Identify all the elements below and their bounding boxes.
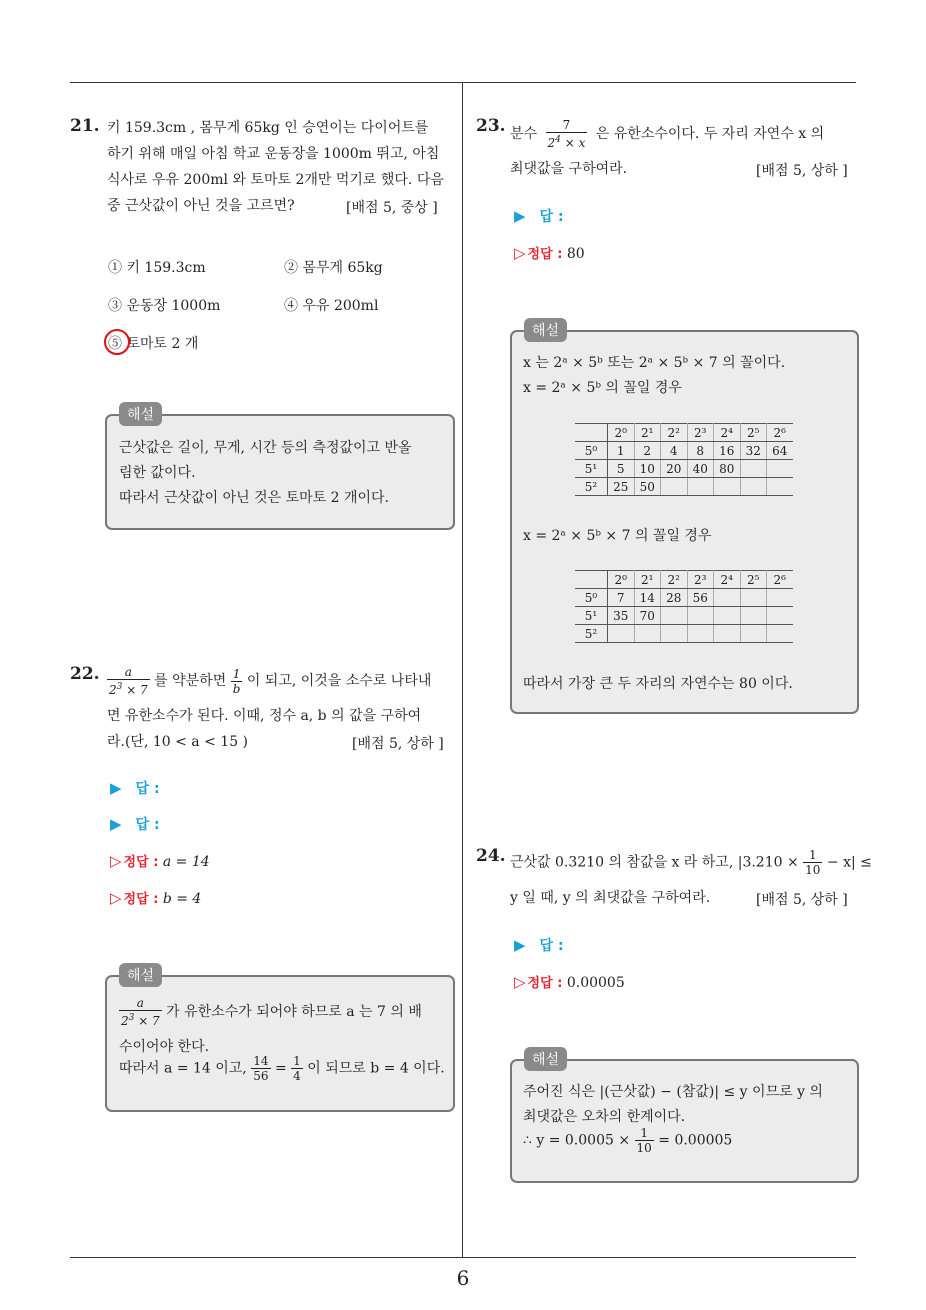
table-column-header: 2¹ bbox=[634, 424, 661, 442]
explanation-tag: 해설 bbox=[119, 402, 162, 426]
table-cell: 25 bbox=[608, 478, 635, 496]
triangle-outline-icon: ▷ bbox=[514, 244, 526, 262]
score-label: [배점 5, 상하 ] bbox=[352, 736, 444, 752]
explanation-text: x = 2ᵃ × 5ᵇ 의 꼴일 경우 bbox=[523, 380, 682, 396]
table-row-header: 5⁰ bbox=[575, 589, 608, 607]
triangle-outline-icon: ▷ bbox=[110, 852, 122, 870]
table-cell bbox=[714, 607, 741, 625]
question-number: 21. bbox=[70, 116, 100, 136]
table-cell bbox=[767, 460, 793, 478]
score-label: [배점 5, 중상 ] bbox=[346, 200, 438, 216]
choice-4[interactable]: ④ 우유 200ml bbox=[284, 298, 379, 314]
question-text: $\frac{a}{2^3 \times 7}$ 를 약분하면 $\frac{1}{b}$ 이 되고, 이것을 소수로 나타내 bbox=[109, 665, 432, 697]
question-text: 키 159.3cm , 몸무게 65kg 인 승연이는 다이어트를 bbox=[107, 120, 429, 136]
correct-answer-2: ▷ 정답 : b = 4 bbox=[110, 889, 202, 907]
table-column-header: 2⁶ bbox=[767, 424, 793, 442]
table-cell: 32 bbox=[740, 442, 767, 460]
table-cell: 4 bbox=[661, 442, 688, 460]
answer-field[interactable]: ▶ 답 : bbox=[514, 207, 564, 225]
question-number: 22. bbox=[70, 664, 100, 684]
choice-3[interactable]: ③ 운동장 1000m bbox=[108, 298, 221, 314]
page-number: 6 bbox=[456, 1266, 470, 1290]
fraction: $\frac{7}{2^4 \times x}$ bbox=[547, 118, 586, 150]
explanation-text: x = 2ᵃ × 5ᵇ × 7 의 꼴일 경우 bbox=[523, 528, 712, 544]
explanation-tag: 해설 bbox=[119, 963, 162, 987]
correct-answer: ▷ 정답 : 0.00005 bbox=[514, 973, 625, 991]
table-column-header: 2³ bbox=[687, 571, 714, 589]
table-corner-cell bbox=[575, 571, 608, 589]
table-cell bbox=[714, 589, 741, 607]
table-cell bbox=[661, 625, 688, 643]
answer-field-1[interactable]: ▶ 답 : bbox=[110, 779, 160, 797]
table-cell: 16 bbox=[714, 442, 741, 460]
answer-field[interactable]: ▶ 답 : bbox=[514, 936, 564, 954]
table-cell bbox=[687, 625, 714, 643]
table-cell bbox=[740, 460, 767, 478]
score-label: [배점 5, 상하 ] bbox=[756, 892, 848, 908]
question-text: 라.(단, 10 < a < 15 ) bbox=[107, 734, 249, 750]
table-cell: 7 bbox=[608, 589, 635, 607]
triangle-outline-icon: ▷ bbox=[110, 889, 122, 907]
explanation-text: 주어진 식은 |(근삿값) − (참값)| ≤ y 이므로 y 의 bbox=[523, 1084, 823, 1100]
correct-answer: ▷ 정답 : 80 bbox=[514, 244, 585, 262]
table-cell bbox=[687, 478, 714, 496]
fraction: $\frac{1}{10}$ bbox=[805, 848, 821, 877]
table-cell: 70 bbox=[634, 607, 661, 625]
explanation-text: $\frac{a}{2^3 \times 7}$ 가 유한소수가 되어야 하므로 a 는 7 의 배 bbox=[121, 996, 422, 1028]
fraction: $\frac{a}{2^3 \times 7}$ bbox=[109, 665, 148, 697]
explanation-text: 근삿값은 길이, 무게, 시간 등의 측정값이고 반올 bbox=[119, 440, 412, 456]
play-triangle-icon: ▶ bbox=[514, 207, 526, 225]
question-number: 24. bbox=[476, 846, 506, 866]
bottom-rule bbox=[70, 1257, 856, 1258]
table-cell bbox=[634, 625, 661, 643]
table-column-header: 2² bbox=[661, 571, 688, 589]
table-cell: 8 bbox=[687, 442, 714, 460]
table-cell bbox=[767, 478, 793, 496]
table-cell bbox=[714, 478, 741, 496]
table-row-header: 5¹ bbox=[575, 460, 608, 478]
table-cell bbox=[740, 589, 767, 607]
fraction: $\frac{1}{10}$ bbox=[636, 1126, 652, 1155]
table-column-header: 2² bbox=[661, 424, 688, 442]
table-column-header: 2⁴ bbox=[714, 571, 741, 589]
table-column-header: 2⁵ bbox=[740, 424, 767, 442]
table-cell: 80 bbox=[714, 460, 741, 478]
table-column-header: 2⁶ bbox=[767, 571, 793, 589]
selected-answer-circle bbox=[104, 329, 130, 355]
explanation-text: x 는 2ᵃ × 5ᵇ 또는 2ᵃ × 5ᵇ × 7 의 꼴이다. bbox=[523, 355, 786, 371]
table-column-header: 2⁴ bbox=[714, 424, 741, 442]
table-cell bbox=[714, 625, 741, 643]
table-cell bbox=[661, 478, 688, 496]
table-cell: 10 bbox=[634, 460, 661, 478]
table-cell: 56 bbox=[687, 589, 714, 607]
question-text: 식사로 우유 200ml 와 토마토 2개만 먹기로 했다. 다음 bbox=[107, 172, 444, 188]
table-cell: 5 bbox=[608, 460, 635, 478]
fraction: $\frac{a}{2^3 \times 7}$ bbox=[121, 996, 160, 1028]
table-cell bbox=[740, 625, 767, 643]
answer-field-2[interactable]: ▶ 답 : bbox=[110, 815, 160, 833]
play-triangle-icon: ▶ bbox=[514, 936, 526, 954]
table-cell bbox=[608, 625, 635, 643]
play-triangle-icon: ▶ bbox=[110, 779, 122, 797]
fraction: $\frac{1}{4}$ bbox=[293, 1054, 301, 1083]
fraction: $\frac{1}{b}$ bbox=[232, 666, 241, 696]
explanation-text: 최댓값은 오차의 한계이다. bbox=[523, 1109, 686, 1125]
table-cell: 14 bbox=[634, 589, 661, 607]
question-text: 하기 위해 매일 아침 학교 운동장을 1000m 뛰고, 아침 bbox=[107, 146, 440, 162]
power-table-2 bbox=[575, 570, 793, 643]
table-cell: 64 bbox=[767, 442, 793, 460]
table-cell: 28 bbox=[661, 589, 688, 607]
table-row-header: 5⁰ bbox=[575, 442, 608, 460]
explanation-text: 수이어야 한다. bbox=[119, 1039, 210, 1055]
correct-answer-1: ▷ 정답 : a = 14 bbox=[110, 852, 210, 870]
score-label: [배점 5, 상하 ] bbox=[756, 163, 848, 179]
table-cell bbox=[767, 625, 793, 643]
table-row-header: 5² bbox=[575, 625, 608, 643]
table-column-header: 2⁰ bbox=[608, 571, 635, 589]
table-column-header: 2³ bbox=[687, 424, 714, 442]
table-cell: 40 bbox=[687, 460, 714, 478]
table-cell bbox=[767, 589, 793, 607]
question-number: 23. bbox=[476, 116, 506, 136]
power-table-1 bbox=[575, 423, 793, 496]
explanation-text: 림한 값이다. bbox=[119, 465, 196, 481]
table-cell bbox=[661, 607, 688, 625]
table-column-header: 2¹ bbox=[634, 571, 661, 589]
explanation-text: 따라서 가장 큰 두 자리의 자연수는 80 이다. bbox=[523, 676, 793, 692]
table-cell bbox=[687, 607, 714, 625]
table-cell bbox=[740, 478, 767, 496]
explanation-tag: 해설 bbox=[524, 1047, 567, 1071]
choice-1[interactable]: ① 키 159.3cm bbox=[108, 260, 206, 276]
table-cell: 35 bbox=[608, 607, 635, 625]
top-rule bbox=[70, 82, 856, 83]
table-column-header: 2⁵ bbox=[740, 571, 767, 589]
question-text: 최댓값을 구하여라. bbox=[510, 161, 628, 177]
fraction: $\frac{14}{56}$ bbox=[253, 1054, 269, 1083]
table-cell: 20 bbox=[661, 460, 688, 478]
table-cell bbox=[740, 607, 767, 625]
column-divider bbox=[462, 82, 463, 1258]
explanation-text: ∴ y = 0.0005 × $\frac{1}{10}$ = 0.00005 bbox=[523, 1126, 733, 1155]
question-text: 분수 $\frac{7}{2^4 \times x}$ 은 유한소수이다. 두 자리 자연수 x 의 bbox=[510, 118, 825, 150]
table-cell: 2 bbox=[634, 442, 661, 460]
table-row-header: 5² bbox=[575, 478, 608, 496]
question-text: 근삿값 0.3210 의 참값을 x 라 하고, |3.210 × $\frac{1}{10}$ − x| ≤ bbox=[510, 848, 872, 877]
explanation-text: 따라서 a = 14 이고, $\frac{14}{56}$ = $\frac{1}{4}$ 이 되므로 b = 4 이다. bbox=[119, 1054, 445, 1083]
choice-2[interactable]: ② 몸무게 65kg bbox=[284, 260, 383, 276]
choice-5[interactable]: ⑤ 토마토 2 개 bbox=[108, 336, 199, 352]
table-corner-cell bbox=[575, 424, 608, 442]
play-triangle-icon: ▶ bbox=[110, 815, 122, 833]
explanation-text: 따라서 근삿값이 아닌 것은 토마토 2 개이다. bbox=[119, 490, 389, 506]
triangle-outline-icon: ▷ bbox=[514, 973, 526, 991]
question-text: 면 유한소수가 된다. 이때, 정수 a, b 의 값을 구하여 bbox=[107, 708, 422, 724]
question-text: y 일 때, y 의 최댓값을 구하여라. bbox=[510, 890, 711, 906]
table-cell: 1 bbox=[608, 442, 635, 460]
table-column-header: 2⁰ bbox=[608, 424, 635, 442]
table-row-header: 5¹ bbox=[575, 607, 608, 625]
question-text: 중 근삿값이 아닌 것을 고르면? bbox=[107, 198, 295, 214]
explanation-tag: 해설 bbox=[524, 318, 567, 342]
table-cell: 50 bbox=[634, 478, 661, 496]
table-cell bbox=[767, 607, 793, 625]
